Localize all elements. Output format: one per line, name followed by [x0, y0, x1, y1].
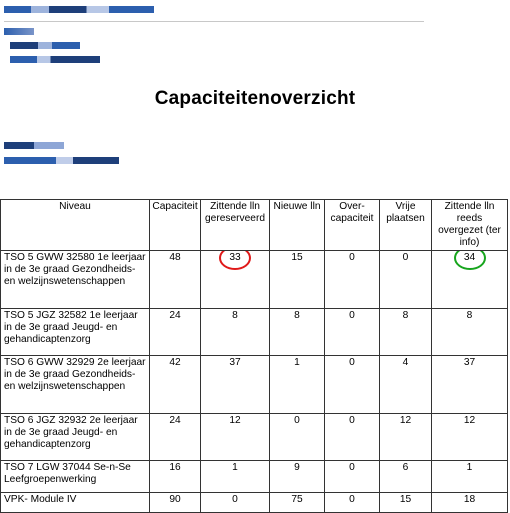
cell-overgezet: 8: [432, 309, 508, 356]
cell-over: 0: [325, 356, 380, 414]
table-row: [1, 251, 508, 309]
red-circle-highlight: [219, 251, 251, 271]
cell-overgezet: 12: [432, 414, 508, 461]
header-divider: [4, 21, 424, 22]
capacity-table: [0, 199, 508, 513]
cell-niveau: VPK- Module IV: [1, 493, 150, 513]
page-title: Capaciteitenoverzicht: [154, 88, 356, 109]
cell-vrij: 0: [380, 251, 432, 309]
cell-niveau: TSO 6 JGZ 32932 2e leerjaar in de 3e graad Jeugd- en gehandicaptenzorg: [1, 414, 150, 461]
cell-overgezet: 1: [432, 461, 508, 493]
redacted-header-line-1: [4, 6, 154, 13]
cell-zittende: 12: [201, 414, 270, 461]
header-capaciteit: Capaciteit: [150, 200, 201, 251]
cell-capaciteit: 90: [150, 493, 201, 513]
cell-vrij: 4: [380, 356, 432, 414]
redacted-meta-line-2: [4, 157, 119, 164]
cell-overgezet: 18: [432, 493, 508, 513]
redacted-header-line-2: [4, 28, 34, 35]
table-row: [1, 309, 508, 356]
cell-nieuwe: 1: [270, 356, 325, 414]
cell-niveau: TSO 6 GWW 32929 2e leerjaar in de 3e graad Gezondheids- en welzijnswetenschappen: [1, 356, 150, 414]
cell-capaciteit: 24: [150, 414, 201, 461]
cell-overgezet-value: 34: [463, 252, 476, 263]
cell-vrij: 12: [380, 414, 432, 461]
cell-zittende: [201, 251, 270, 309]
redacted-header-line-3: [10, 42, 80, 49]
cell-over: 0: [325, 414, 380, 461]
cell-niveau: TSO 7 LGW 37044 Se-n-Se Leefgroepenwerking: [1, 461, 150, 493]
cell-nieuwe: 8: [270, 309, 325, 356]
cell-capaciteit: 48: [150, 251, 201, 309]
table-row: [1, 493, 508, 513]
cell-niveau: TSO 5 GWW 32580 1e leerjaar in de 3e graad Gezondheids- en welzijnswetenschappen: [1, 251, 150, 309]
redacted-meta-line-1: [4, 142, 64, 149]
table-header-row: [1, 200, 508, 251]
cell-capaciteit: 16: [150, 461, 201, 493]
cell-zittende: 1: [201, 461, 270, 493]
cell-overgezet: 37: [432, 356, 508, 414]
cell-over: 0: [325, 309, 380, 356]
cell-over: 0: [325, 251, 380, 309]
cell-over: 0: [325, 461, 380, 493]
cell-vrij: 8: [380, 309, 432, 356]
cell-over: 0: [325, 493, 380, 513]
cell-nieuwe: 15: [270, 251, 325, 309]
cell-nieuwe: 75: [270, 493, 325, 513]
table-row: [1, 356, 508, 414]
redacted-header-line-4: [10, 56, 100, 63]
cell-zittende: 0: [201, 493, 270, 513]
header-vrije-plaatsen: Vrije plaatsen: [380, 200, 432, 251]
header-zittende-gereserveerd: Zittende lln gereserveerd: [201, 200, 270, 251]
header-nieuwe: Nieuwe lln: [270, 200, 325, 251]
table-row: [1, 414, 508, 461]
cell-vrij: 6: [380, 461, 432, 493]
cell-vrij: 15: [380, 493, 432, 513]
header-zittende-overgezet: Zittende lln reeds overgezet (ter info): [432, 200, 508, 251]
cell-niveau: TSO 5 JGZ 32582 1e leerjaar in de 3e graad Jeugd- en gehandicaptenzorg: [1, 309, 150, 356]
cell-capaciteit: 24: [150, 309, 201, 356]
cell-nieuwe: 0: [270, 414, 325, 461]
cell-nieuwe: 9: [270, 461, 325, 493]
header-overcapaciteit: Over-capaciteit: [325, 200, 380, 251]
cell-capaciteit: 42: [150, 356, 201, 414]
table-row: [1, 461, 508, 493]
header-niveau: Niveau: [1, 200, 150, 251]
cell-zittende: 8: [201, 309, 270, 356]
green-circle-highlight: [454, 251, 486, 271]
cell-overgezet: [432, 251, 508, 309]
cell-zittende-value: 33: [229, 252, 241, 263]
cell-zittende: 37: [201, 356, 270, 414]
